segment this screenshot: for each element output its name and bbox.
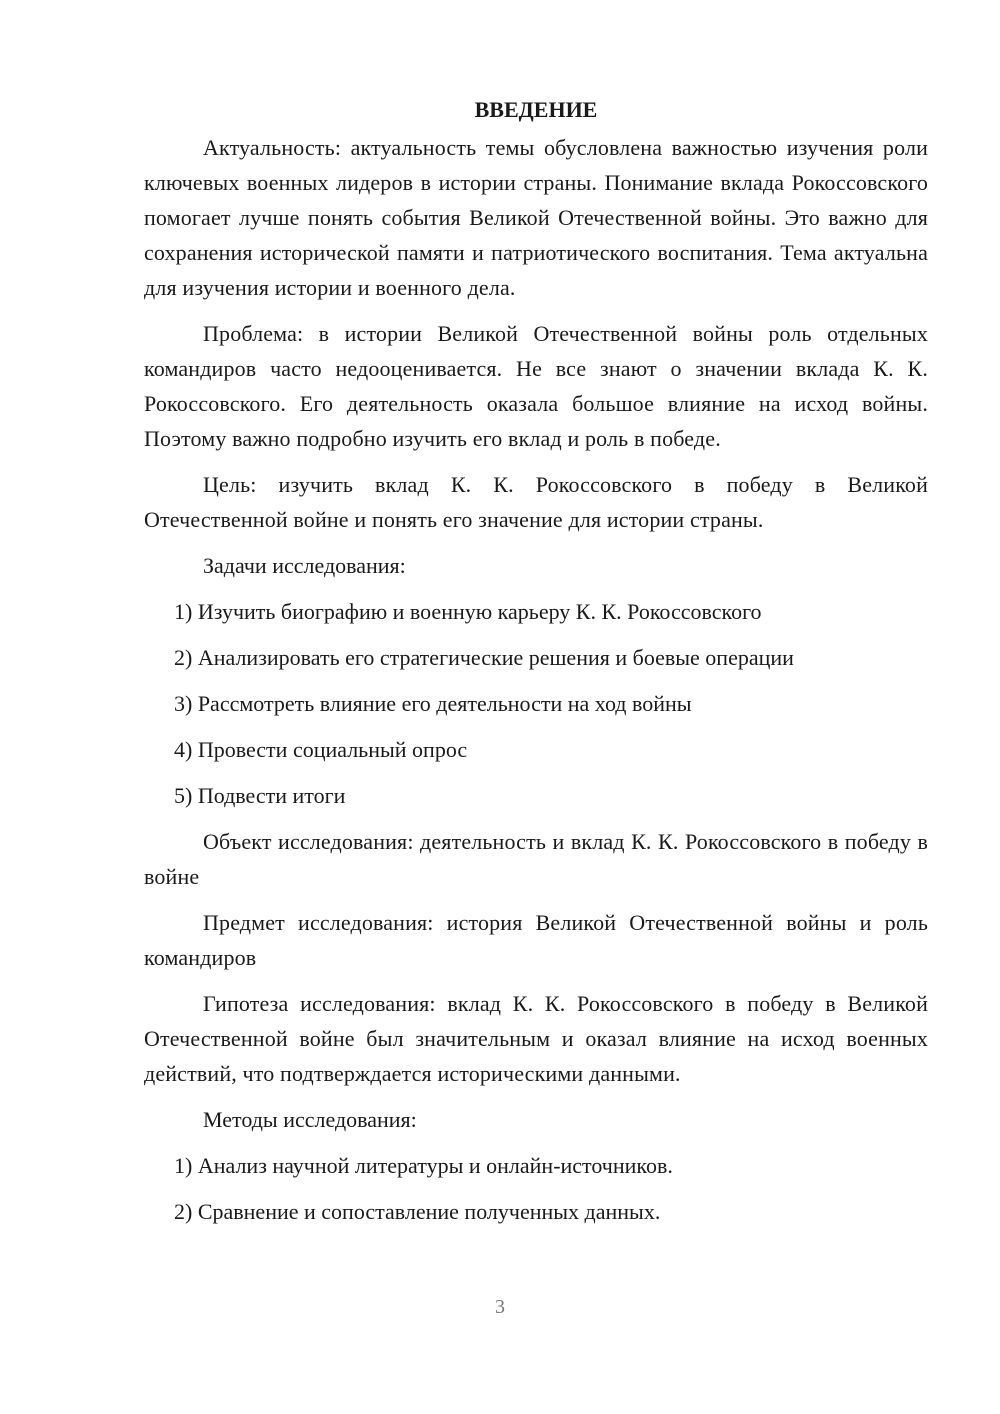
list-item: 3) Рассмотреть влияние его деятельности на ход войны (174, 691, 692, 716)
paragraph-problem: Проблема: в истории Великой Отечественной войны роль отдельных командиров часто недооценивается. Не все знают о значении вклада К. К. Рокоссовского. Его деятельность оказала большое влияние на исход войны. Поэтому важно подробно изучить его вклад и роль в победе. (144, 321, 928, 451)
list-item: 2) Анализировать его стратегические решения и боевые операции (174, 645, 794, 670)
paragraph-subject: Предмет исследования: история Великой Отечественной войны и роль командиров (144, 910, 928, 970)
list-item: 4) Провести социальный опрос (174, 737, 468, 762)
section-title: ВВЕДЕНИЕ (474, 97, 598, 122)
paragraph-hypothesis: Гипотеза исследования: вклад К. К. Рокоссовского в победу в Великой Отечественной войне был значительным и оказал влияние на исход военных действий, что подтверждается историческими данными. (144, 991, 928, 1086)
page-content (144, 92, 928, 1240)
list-item: 2) Сравнение и сопоставление полученных данных. (174, 1199, 661, 1224)
page-number: 3 (495, 1296, 505, 1318)
tasks-list (144, 594, 928, 813)
paragraph-goal: Цель: изучить вклад К. К. Рокоссовского в победу в Великой Отечественной войне и понять его значение для истории страны. (144, 472, 928, 532)
methods-label: Методы исследования: (203, 1107, 417, 1132)
list-item: 5) Подвести итоги (174, 783, 346, 808)
tasks-label: Задачи исследования: (203, 553, 406, 578)
paragraph-relevance: Актуальность: актуальность темы обусловлена важностью изучения роли ключевых военных лидеров в истории страны. Понимание вклада Рокоссовского помогает лучше понять события Великой Отечественной войны. Это важно для сохранения исторической памяти и патриотического воспитания. Тема актуальна для изучения истории и военного дела. (144, 135, 928, 300)
methods-list (144, 1148, 928, 1229)
list-item: 1) Анализ научной литературы и онлайн-источников. (174, 1153, 673, 1178)
paragraph-object: Объект исследования: деятельность и вклад К. К. Рокоссовского в победу в войне (144, 829, 928, 889)
list-item: 1) Изучить биографию и военную карьеру К. К. Рокоссовского (174, 599, 762, 624)
